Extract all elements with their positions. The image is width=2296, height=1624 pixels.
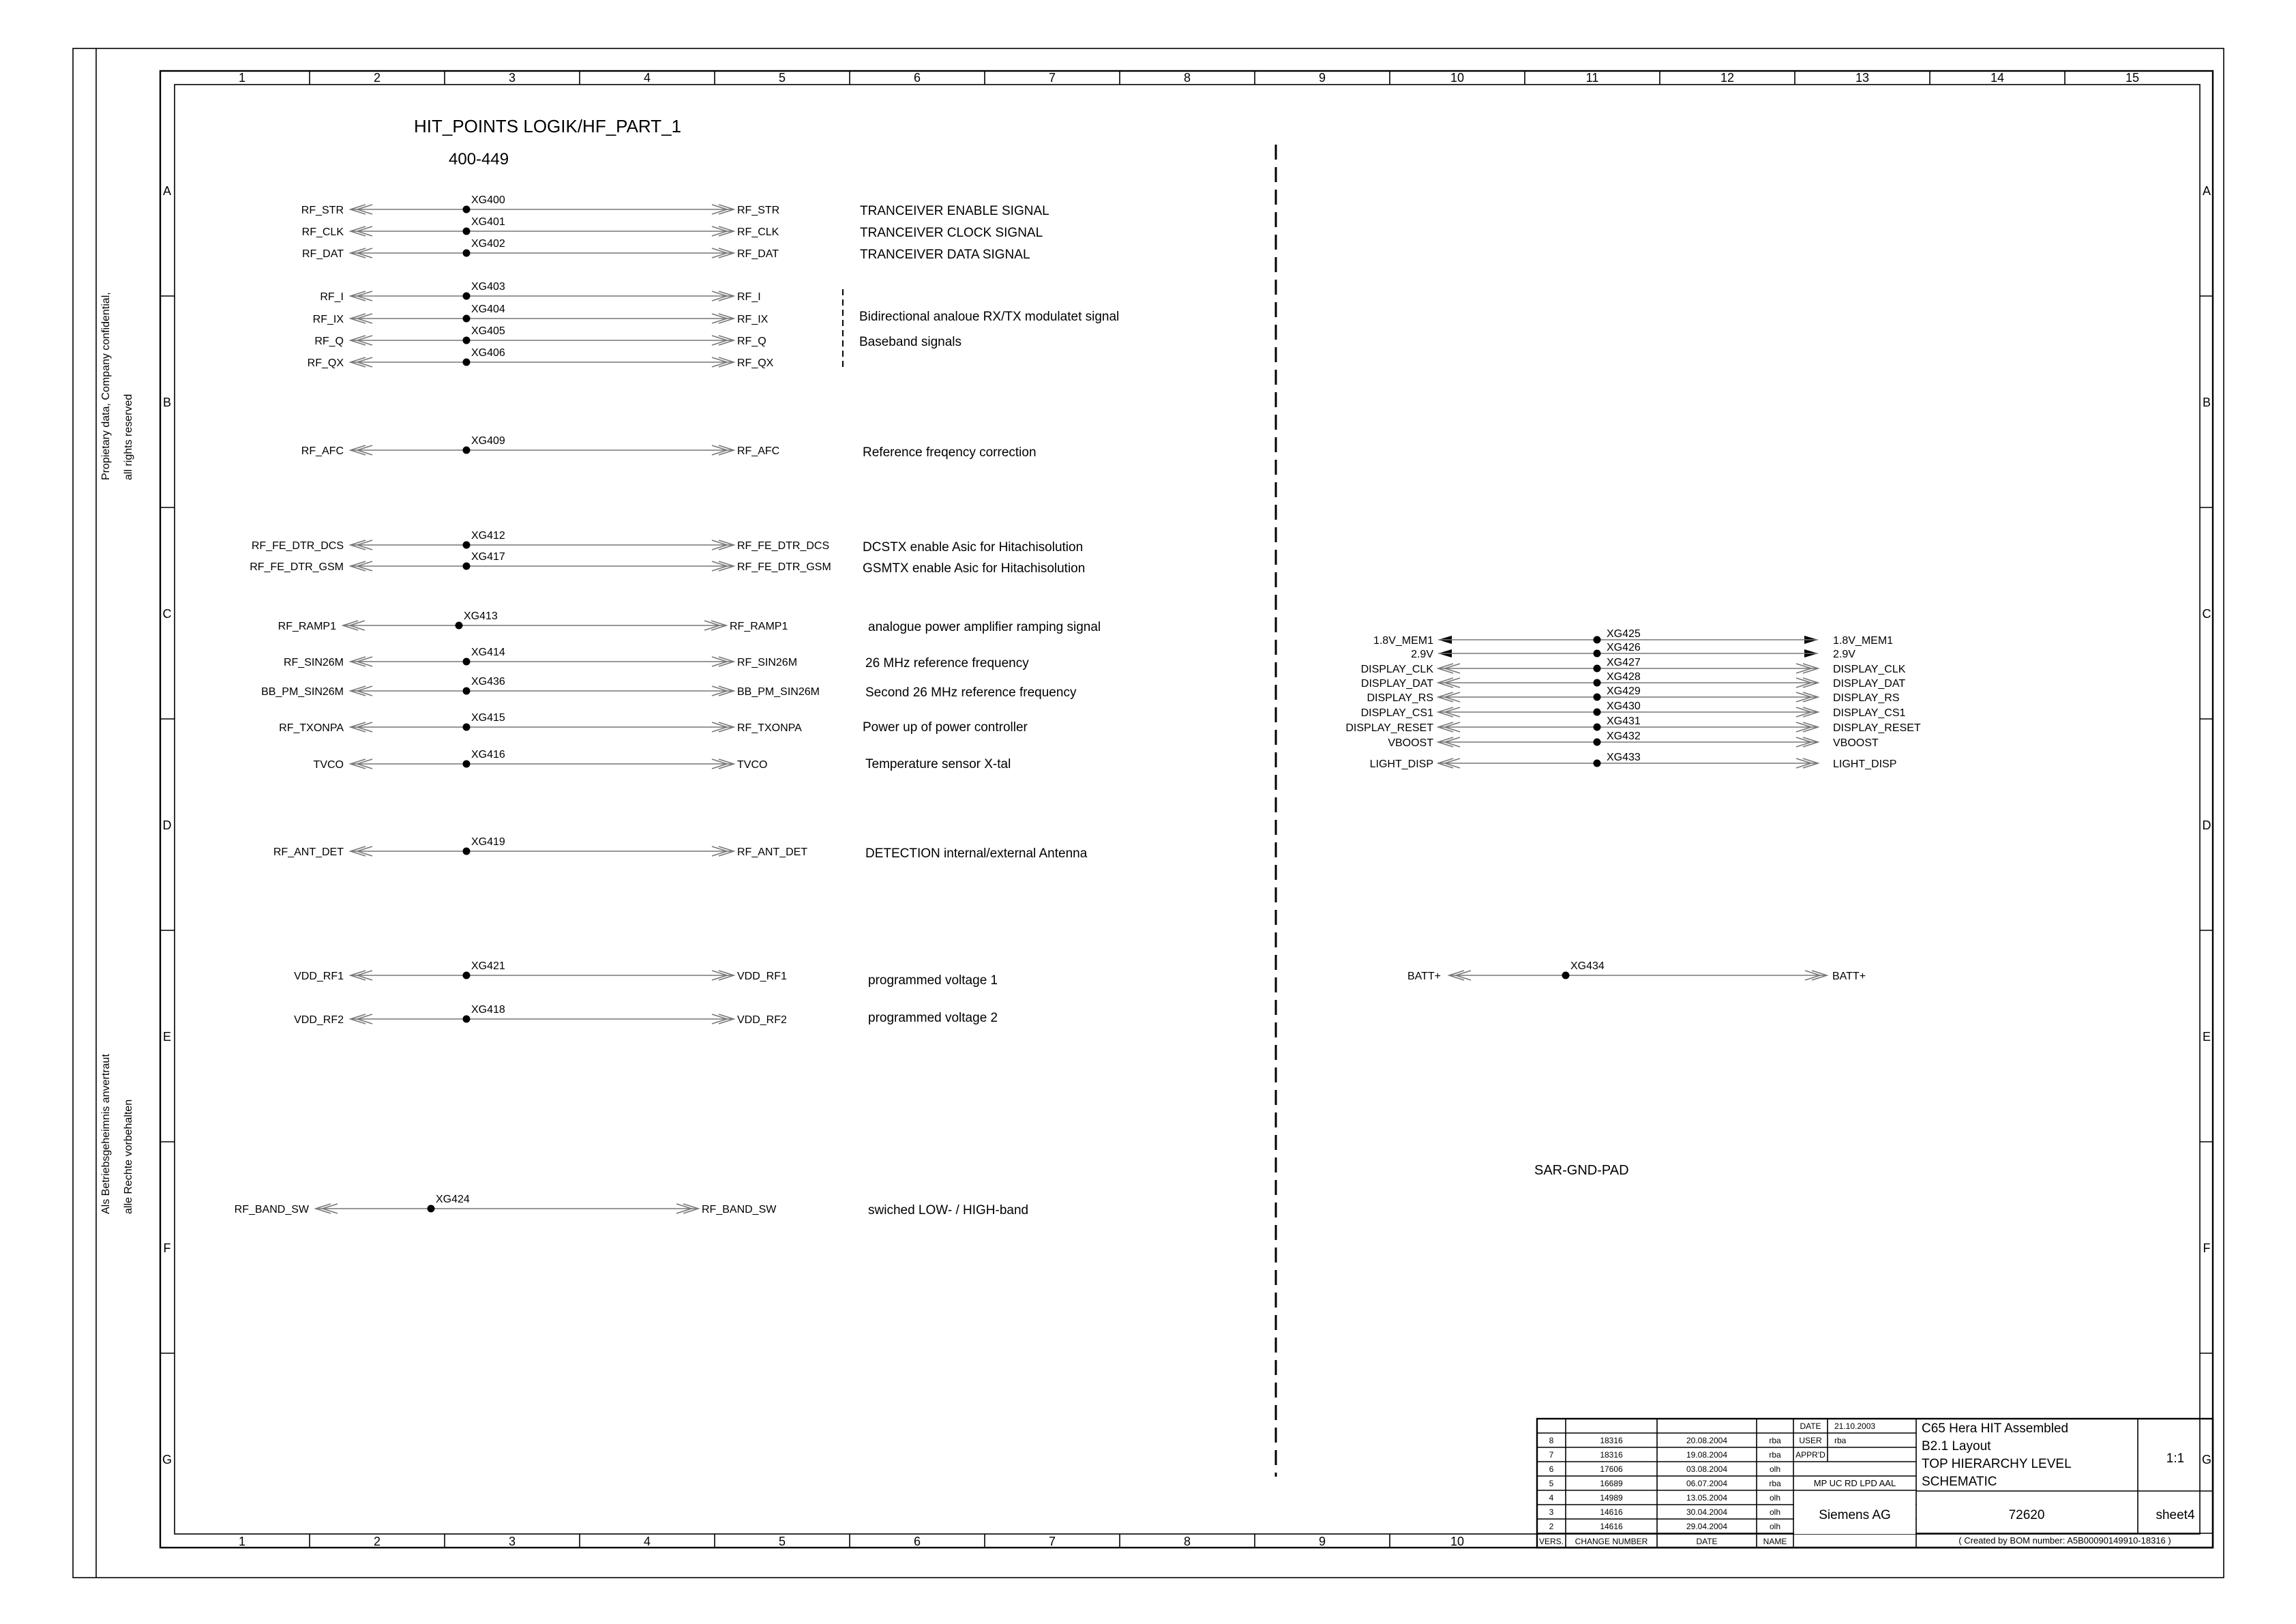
display-signal-label-right: VBOOST	[1833, 737, 1879, 749]
rev-name: olh	[1769, 1464, 1781, 1474]
signal-description: analogue power amplifier ramping signal	[868, 620, 1101, 634]
test-point-dot	[463, 250, 471, 257]
user-label: USER	[1799, 1436, 1822, 1445]
test-point-label: XG419	[471, 836, 505, 848]
rev-change-number: 17606	[1600, 1464, 1623, 1474]
test-point-label: XG430	[1607, 700, 1641, 712]
batt-label-right: BATT+	[1832, 971, 1866, 982]
row-label-right: G	[2201, 1453, 2212, 1466]
drawing-title-line: B2.1 Layout	[1922, 1439, 1991, 1453]
rev-vers: 7	[1549, 1450, 1554, 1460]
signal-label-right: RF_RAMP1	[730, 621, 788, 632]
rev-header-vers: VERS.	[1538, 1537, 1564, 1546]
test-point-label: XG415	[471, 712, 505, 724]
display-signal-label-left: LIGHT_DISP	[1369, 758, 1433, 770]
display-signal-label-left: DISPLAY_CS1	[1360, 707, 1433, 719]
paper-border	[73, 48, 2224, 1578]
column-label-bottom: 7	[1048, 1535, 1056, 1548]
test-point-dot	[463, 658, 471, 666]
signal-description: Second 26 MHz reference frequency	[865, 685, 1077, 700]
test-point-dot	[463, 293, 471, 300]
rev-date: 30.04.2004	[1686, 1507, 1728, 1517]
rev-date: 19.08.2004	[1686, 1450, 1728, 1460]
title-block	[1537, 1419, 2213, 1548]
rev-date: 20.08.2004	[1686, 1436, 1728, 1445]
test-point-dot	[463, 315, 471, 323]
signal-label-left: VDD_RF2	[294, 1014, 344, 1026]
test-point-label: XG432	[1607, 730, 1641, 742]
test-point-label: XG404	[471, 304, 505, 315]
rev-change-number: 18316	[1600, 1436, 1623, 1445]
column-label-top: 7	[1048, 71, 1056, 85]
column-label-top: 5	[778, 71, 786, 85]
display-signal-label-right: DISPLAY_RESET	[1833, 722, 1921, 734]
test-point-label: XG414	[471, 647, 505, 658]
test-point-label: XG413	[464, 610, 498, 622]
column-label-bottom: 1	[238, 1535, 246, 1548]
display-signal-label-left: VBOOST	[1388, 737, 1433, 749]
rev-date: 03.08.2004	[1686, 1464, 1728, 1474]
column-label-top: 10	[1450, 71, 1465, 85]
test-point-label: XG405	[471, 325, 505, 337]
display-signal-label-right: DISPLAY_CLK	[1833, 664, 1906, 675]
column-label-top: 2	[373, 71, 381, 85]
grid-zones	[160, 71, 2213, 1548]
appr-label: APPR'D	[1795, 1450, 1825, 1460]
side-note-top-line1: Propietary data, Company confidential,	[100, 292, 112, 480]
iq-group-line1: Bidirectional analoue RX/TX modulatet signal	[859, 310, 1120, 324]
sheet-title: HIT_POINTS LOGIK/HF_PART_1	[414, 116, 682, 136]
row-label-left: B	[162, 396, 172, 409]
signal-label-right: RF_SIN26M	[737, 657, 798, 668]
date-label: DATE	[1800, 1421, 1821, 1431]
signal-label-right: RF_FE_DTR_GSM	[737, 561, 831, 573]
signal-label-left: RF_DAT	[301, 248, 344, 260]
scale-value: 1:1	[2166, 1451, 2185, 1466]
signal-label-left: RF_ANT_DET	[273, 846, 344, 858]
test-point-dot	[1594, 739, 1601, 746]
test-point-label: XG434	[1570, 960, 1605, 972]
sheet-number: sheet4	[2156, 1508, 2195, 1522]
test-point-dot	[463, 359, 471, 366]
display-signal-label-left: 1.8V_MEM1	[1373, 635, 1433, 647]
test-point-dot	[463, 228, 471, 235]
rev-name: rba	[1769, 1479, 1781, 1488]
display-signal-label-left: 2.9V	[1411, 649, 1433, 660]
column-label-bottom: 2	[373, 1535, 381, 1548]
column-label-top: 9	[1318, 71, 1326, 85]
row-label-left: D	[162, 818, 172, 832]
signal-description: Power up of power controller	[863, 720, 1028, 735]
signal-label-left: RF_Q	[314, 336, 344, 347]
rev-name: rba	[1769, 1450, 1781, 1460]
document-number: 72620	[2008, 1508, 2045, 1522]
test-point-label: XG436	[471, 676, 505, 688]
side-note-top-line2: all rights reserved	[123, 394, 134, 480]
signal-label-left: RF_TXONPA	[279, 722, 344, 734]
column-label-top: 4	[643, 71, 651, 85]
signal-description: GSMTX enable Asic for Hitachisolution	[863, 561, 1086, 576]
test-point-label: XG431	[1607, 715, 1641, 727]
signal-description: swiched LOW- / HIGH-band	[868, 1203, 1029, 1217]
column-label-top: 1	[238, 71, 246, 85]
drawing-title-line: SCHEMATIC	[1922, 1475, 1997, 1489]
rev-name: olh	[1769, 1507, 1781, 1517]
test-point-label: XG429	[1607, 685, 1641, 697]
row-label-right: B	[2202, 396, 2211, 409]
date-value: 21.10.2003	[1834, 1421, 1876, 1431]
column-label-bottom: 8	[1183, 1535, 1191, 1548]
signal-label-right: RF_I	[737, 291, 761, 303]
battery-signal	[1407, 960, 1866, 982]
signal-label-right: RF_AFC	[737, 445, 780, 457]
display-signal-label-right: DISPLAY_RS	[1833, 692, 1900, 704]
rev-name: rba	[1769, 1436, 1781, 1445]
signal-label-right: RF_DAT	[737, 248, 779, 260]
row-label-right: E	[2202, 1030, 2211, 1044]
row-label-right: D	[2202, 818, 2211, 832]
sheet-range: 400-449	[449, 150, 509, 168]
left-signal-list	[235, 194, 1101, 1217]
column-label-top: 13	[1855, 71, 1870, 85]
row-label-right: F	[2203, 1241, 2211, 1255]
test-point-label: XG425	[1607, 628, 1641, 640]
test-point-dot	[428, 1205, 435, 1213]
signal-label-right: RF_STR	[737, 205, 780, 216]
test-point-label: XG416	[471, 749, 505, 761]
signal-label-right: RF_ANT_DET	[737, 846, 808, 858]
signal-description: 26 MHz reference frequency	[865, 656, 1029, 670]
signal-label-left: RF_STR	[301, 205, 344, 216]
signal-label-left: RF_IX	[312, 314, 344, 325]
row-label-left: E	[162, 1030, 172, 1044]
signal-description: TRANCEIVER CLOCK SIGNAL	[860, 226, 1043, 240]
signal-description: programmed voltage 2	[868, 1011, 998, 1025]
column-label-top: 14	[1990, 71, 2005, 85]
signal-label-left: RF_FE_DTR_GSM	[250, 561, 344, 573]
signal-label-left: RF_BAND_SW	[234, 1204, 309, 1215]
test-point-dot	[1594, 694, 1601, 701]
company-name: Siemens AG	[1819, 1508, 1891, 1522]
test-point-label: XG426	[1607, 642, 1641, 653]
column-label-top: 11	[1585, 71, 1599, 85]
signal-label-left: RF_RAMP1	[278, 621, 336, 632]
test-point-dot	[456, 622, 463, 630]
signal-description: DCSTX enable Asic for Hitachisolution	[863, 540, 1084, 555]
signal-description: TRANCEIVER ENABLE SIGNAL	[860, 204, 1049, 218]
rev-name: olh	[1769, 1522, 1781, 1531]
rev-vers: 3	[1549, 1507, 1554, 1517]
signal-label-left: RF_CLK	[301, 226, 344, 238]
column-label-top: 12	[1720, 71, 1735, 85]
signal-label-right: TVCO	[737, 759, 768, 771]
signal-label-left: RF_I	[320, 291, 344, 303]
signal-label-left: BB_PM_SIN26M	[261, 686, 344, 698]
rev-name: olh	[1769, 1493, 1781, 1503]
row-label-right: A	[2202, 184, 2211, 198]
display-signal-label-right: LIGHT_DISP	[1833, 758, 1897, 770]
test-point-dot	[463, 542, 471, 549]
dept-label: MP UC RD LPD AAL	[1813, 1478, 1896, 1488]
test-point-dot	[463, 563, 471, 570]
display-signal-label-left: DISPLAY_RS	[1367, 692, 1433, 704]
signal-label-right: RF_QX	[737, 357, 774, 369]
test-point-label: XG424	[436, 1194, 470, 1205]
rev-change-number: 14989	[1600, 1493, 1623, 1503]
signal-description: DETECTION internal/external Antenna	[865, 846, 1088, 861]
column-label-top: 8	[1183, 71, 1191, 85]
signal-label-right: RF_IX	[737, 314, 769, 325]
created-by-note: ( Created by BOM number: A5B00090149910-18316 )	[1958, 1535, 2171, 1546]
test-point-label: XG409	[471, 435, 505, 447]
row-label-left: G	[162, 1453, 173, 1466]
rev-vers: 5	[1549, 1479, 1554, 1488]
test-point-dot	[463, 337, 471, 344]
test-point-label: XG400	[471, 194, 505, 206]
test-point-label: XG427	[1607, 657, 1641, 668]
test-point-label: XG418	[471, 1004, 505, 1016]
row-label-left: A	[162, 184, 172, 198]
signal-description: TRANCEIVER DATA SIGNAL	[860, 248, 1030, 262]
signal-label-right: RF_BAND_SW	[702, 1204, 777, 1215]
test-point-label: XG417	[471, 551, 505, 563]
test-point-label: XG428	[1607, 671, 1641, 683]
column-label-top: 6	[913, 71, 921, 85]
test-point-label: XG403	[471, 281, 505, 293]
signal-label-left: RF_FE_DTR_DCS	[251, 540, 344, 552]
rev-header-change: CHANGE NUMBER	[1575, 1537, 1648, 1546]
test-point-dot	[1594, 650, 1601, 658]
test-point-dot	[1594, 636, 1601, 644]
signal-label-right: RF_TXONPA	[737, 722, 802, 734]
display-signal-list	[1345, 628, 1921, 770]
test-point-dot	[1594, 679, 1601, 687]
test-point-label: XG402	[471, 238, 505, 250]
rev-vers: 4	[1549, 1493, 1554, 1503]
test-point-dot	[463, 206, 471, 213]
column-label-top: 3	[508, 71, 516, 85]
column-label-bottom: 9	[1318, 1535, 1326, 1548]
side-note-top	[100, 292, 134, 480]
signal-label-left: RF_SIN26M	[283, 657, 344, 668]
test-point-dot	[1594, 724, 1601, 731]
signal-label-right: VDD_RF2	[737, 1014, 787, 1026]
rev-date: 29.04.2004	[1686, 1522, 1728, 1531]
column-label-bottom: 5	[778, 1535, 786, 1548]
test-point-dot	[463, 972, 471, 979]
rev-header-date: DATE	[1696, 1537, 1718, 1546]
rev-vers: 8	[1549, 1436, 1554, 1445]
test-point-label: XG401	[471, 216, 505, 228]
test-point-dot	[1594, 760, 1601, 767]
signal-label-right: RF_FE_DTR_DCS	[737, 540, 830, 552]
signal-label-right: VDD_RF1	[737, 971, 787, 982]
test-point-dot	[463, 447, 471, 454]
signal-label-left: TVCO	[313, 759, 344, 771]
test-point-label: XG412	[471, 530, 505, 542]
signal-label-left: RF_QX	[307, 357, 344, 369]
batt-label-left: BATT+	[1407, 971, 1441, 982]
column-label-bottom: 4	[643, 1535, 651, 1548]
row-label-left: F	[163, 1241, 171, 1255]
test-point-dot	[463, 761, 471, 768]
signal-label-right: BB_PM_SIN26M	[737, 686, 820, 698]
rev-header-name: NAME	[1763, 1537, 1787, 1546]
user-value: rba	[1834, 1436, 1847, 1445]
signal-label-right: RF_CLK	[737, 226, 779, 238]
test-point-dot	[463, 688, 471, 695]
drawing-title-line: C65 Hera HIT Assembled	[1922, 1421, 2069, 1436]
test-point-dot	[1594, 709, 1601, 716]
side-note-bottom-line1: Als Betriebsgeheimnis anvertraut	[100, 1054, 112, 1214]
test-point-dot	[1562, 972, 1570, 979]
side-note-bottom	[100, 1054, 134, 1214]
signal-label-left: RF_AFC	[301, 445, 344, 457]
display-signal-label-right: DISPLAY_CS1	[1833, 707, 1906, 719]
signal-description: Reference freqency correction	[863, 445, 1037, 460]
rev-change-number: 14616	[1600, 1507, 1623, 1517]
rev-vers: 6	[1549, 1464, 1554, 1474]
test-point-label: XG406	[471, 347, 505, 359]
display-signal-label-left: DISPLAY_RESET	[1345, 722, 1433, 734]
test-point-label: XG433	[1607, 752, 1641, 763]
test-point-dot	[463, 724, 471, 731]
display-signal-label-left: DISPLAY_DAT	[1360, 678, 1433, 690]
inner-frame	[175, 85, 2200, 1534]
test-point-dot	[1594, 665, 1601, 673]
column-label-bottom: 10	[1450, 1535, 1465, 1548]
row-label-left: C	[162, 607, 172, 621]
gnd-pad-label: SAR-GND-PAD	[1534, 1163, 1629, 1178]
display-signal-label-right: 2.9V	[1833, 649, 1855, 660]
rev-change-number: 16689	[1600, 1479, 1623, 1488]
iq-group-line2: Baseband signals	[859, 335, 961, 349]
drawing-frame	[160, 71, 2213, 1548]
row-label-right: C	[2202, 607, 2211, 621]
signal-description: programmed voltage 1	[868, 973, 998, 988]
rev-change-number: 18316	[1600, 1450, 1623, 1460]
rev-date: 13.05.2004	[1686, 1493, 1728, 1503]
display-signal-label-left: DISPLAY_CLK	[1360, 664, 1433, 675]
display-signal-label-right: 1.8V_MEM1	[1833, 635, 1894, 647]
test-point-label: XG421	[471, 960, 505, 972]
rev-change-number: 14616	[1600, 1522, 1623, 1531]
side-note-bottom-line2: alle Rechte vorbehalten	[123, 1099, 134, 1214]
test-point-dot	[463, 1016, 471, 1023]
rev-date: 06.07.2004	[1686, 1479, 1728, 1488]
test-point-dot	[463, 848, 471, 855]
display-signal-label-right: DISPLAY_DAT	[1833, 678, 1906, 690]
signal-label-right: RF_Q	[737, 336, 766, 347]
rev-vers: 2	[1549, 1522, 1554, 1531]
column-label-bottom: 6	[913, 1535, 921, 1548]
column-label-top: 15	[2125, 71, 2140, 85]
signal-description: Temperature sensor X-tal	[865, 757, 1011, 771]
signal-label-left: VDD_RF1	[294, 971, 344, 982]
drawing-title-line: TOP HIERARCHY LEVEL	[1922, 1457, 2072, 1471]
column-label-bottom: 3	[508, 1535, 516, 1548]
